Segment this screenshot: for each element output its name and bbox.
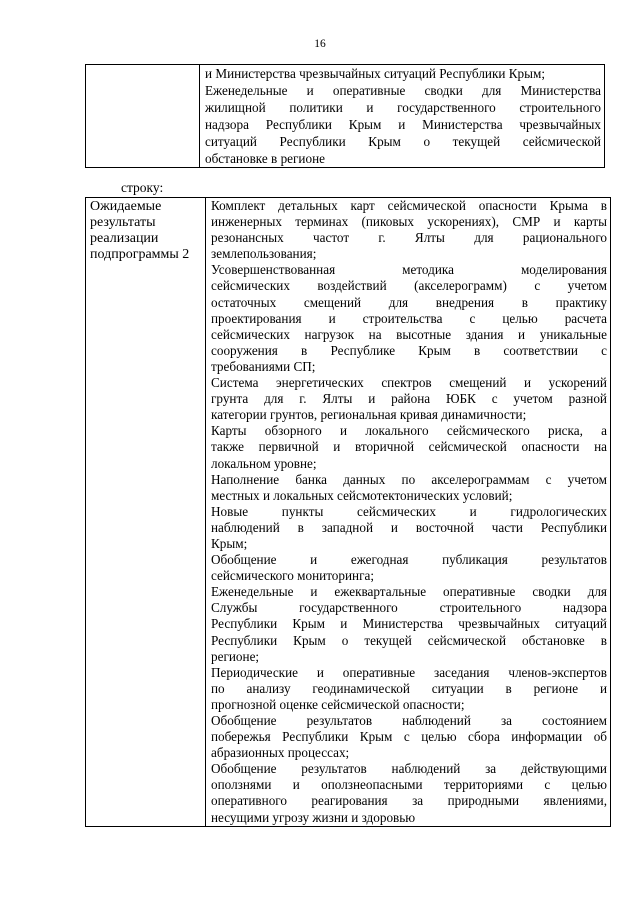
label-cell — [86, 198, 206, 827]
text-line: и Министерства чрезвычайных ситуаций Республики Крым; — [205, 66, 545, 81]
text-line: Республики Крым о текущей сейсмической обстановке в — [211, 632, 607, 648]
table-main — [85, 197, 611, 827]
text-line: сейсмических нагрузок на высотные здания и уникальные — [211, 326, 607, 342]
text-line: сейсмических воздействий (акселерограмм) с учетом — [211, 278, 607, 294]
text-line: Обобщение и ежегодная публикация результатов — [211, 552, 607, 568]
label-line: Ожидаемые — [90, 199, 162, 214]
text-line: инженерных терминах (пиковых ускорениях), СМР и карты — [211, 214, 607, 230]
text-line: требованиями СП; — [211, 358, 316, 374]
label-line: подпрограммы 2 — [90, 247, 190, 262]
page-number: 16 — [314, 38, 326, 50]
text-line: категории грунтов, региональная кривая динамичности; — [211, 407, 527, 423]
text-line: несущими угрозу жизни и здоровью — [211, 809, 416, 825]
text-line: Периодические и оперативные заседания членов-экспертов — [211, 664, 607, 680]
text-line: обстановке в регионе — [205, 151, 325, 166]
text-line: сейсмического мониторинга; — [211, 568, 375, 584]
text-line: регионе; — [211, 648, 260, 664]
text-line: Еженедельные и оперативные сводки для Министерства — [205, 83, 601, 98]
label-line: результаты — [90, 215, 156, 230]
text-line: грунта для г. Ялты и района ЮБК с учетом разной — [211, 391, 607, 407]
text-line: Республики Крым и Министерства чрезвычайных ситуаций — [211, 616, 607, 632]
text-line: проектирования и строительства с целью расчета — [211, 310, 607, 326]
text-cell — [200, 65, 605, 168]
text-line: Усовершенствованная методика моделирования — [211, 262, 607, 278]
text-line: ситуаций Республики Крым о текущей сейсмической — [205, 134, 601, 149]
results-cell — [206, 198, 611, 827]
text-line: Новые пункты сейсмических и гидрологических — [211, 503, 607, 519]
text-line: также первичной и вторичной сейсмической опасности на — [211, 439, 607, 455]
table-row — [86, 65, 605, 168]
text-line: Карты обзорного и локального сейсмического риска, а — [211, 423, 607, 439]
text-line: Обобщение результатов наблюдений за действующими — [211, 761, 607, 777]
text-line: Система энергетических спектров смещений и ускорений — [211, 375, 607, 391]
text-line: Крым; — [211, 535, 248, 551]
text-line: сооружения в Республике Крым в соответствии с — [211, 342, 607, 358]
text-line: остаточных смещений для внедрения в практику — [211, 294, 607, 310]
empty-cell — [86, 65, 200, 168]
label-line: реализации — [90, 231, 159, 246]
table-top — [85, 64, 605, 168]
text-line: наблюдений в западной и восточной части Республики — [211, 519, 607, 535]
text-line: жилищной политики и государственного строительного — [205, 100, 601, 115]
text-line: Комплект детальных карт сейсмической опасности Крыма в — [211, 198, 607, 213]
text-line: надзора Республики Крым и Министерства чрезвычайных — [205, 117, 601, 132]
text-line: локальном уровне; — [211, 455, 317, 471]
text-line: побережья Республики Крым с целью сбора информации об — [211, 729, 607, 745]
row-word: строку: — [121, 180, 164, 195]
text-line: прогнозной оценке сейсмической опасности; — [211, 696, 465, 712]
text-line: землепользования; — [211, 246, 317, 262]
text-line: резонансных частот г. Ялты для рационального — [211, 230, 607, 246]
text-line: оперативного реагирования за природными явлениями, — [211, 793, 607, 809]
text-line: Наполнение банка данных по акселерограммам с учетом — [211, 471, 607, 487]
text-line: Обобщение результатов наблюдений за состоянием — [211, 713, 607, 728]
text-line: абразионных процессах; — [211, 745, 350, 761]
text-line: оползнями и оползнеопасными территориями с целью — [211, 777, 607, 793]
text-line: Службы государственного строительного надзора — [211, 600, 607, 616]
text-line: местных и локальных сейсмотектонических условий; — [211, 487, 513, 503]
table-row — [86, 198, 611, 827]
text-line: по анализу геодинамической ситуации в регионе и — [211, 680, 607, 696]
text-line: Еженедельные и ежеквартальные оперативные сводки для — [211, 584, 607, 600]
